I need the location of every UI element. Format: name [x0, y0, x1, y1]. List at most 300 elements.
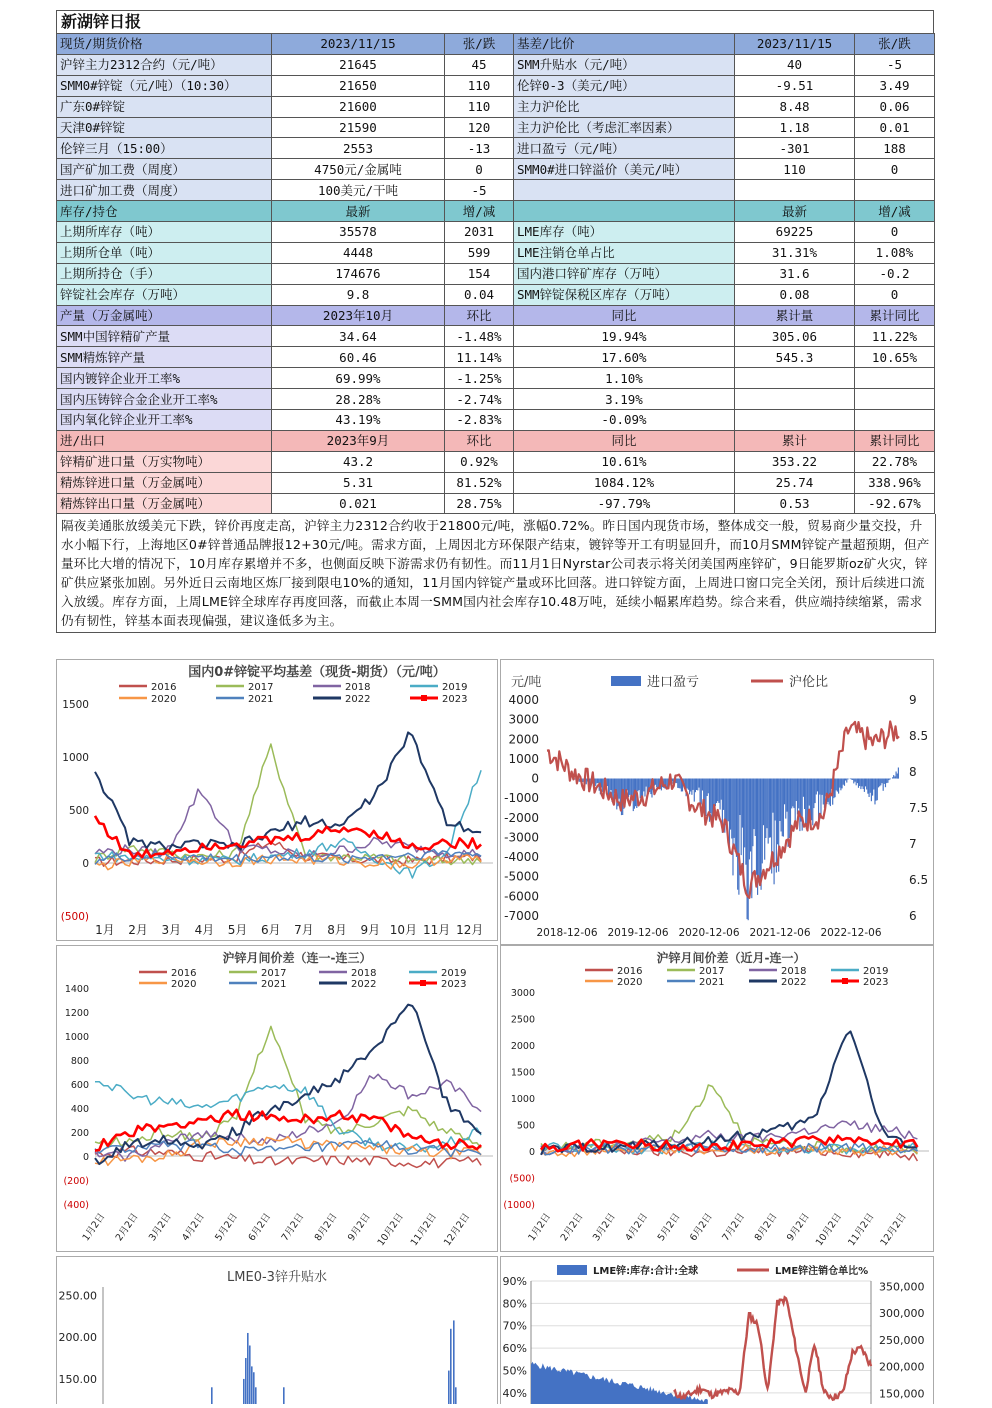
import-pl-bar: [798, 779, 799, 809]
basis-chart-svg: [57, 660, 497, 940]
legend-label-2017: 2017: [248, 682, 274, 693]
y-tick-label: 200: [70, 1128, 89, 1139]
y-tick-label: (400): [63, 1200, 89, 1211]
import-pl-bar: [793, 779, 794, 809]
chart-title: 沪锌月间价差（连一-连三）: [222, 951, 372, 965]
x-tick-label: 2月2日: [113, 1211, 141, 1244]
y-tick-label: 2000: [510, 1041, 535, 1052]
import-pl-bar: [732, 779, 733, 876]
prod-row: [57, 326, 935, 347]
import-pl-bar: [711, 779, 712, 820]
import-pl-bar: [843, 779, 844, 785]
import-pl-bar: [867, 779, 868, 794]
lme-spread-bar: [283, 1387, 285, 1404]
x-tick-label: 1月2日: [526, 1211, 554, 1244]
import-pl-bar: [894, 776, 895, 778]
prod-cell: 国内压铸锌合金企业开工率%: [57, 389, 272, 410]
import-pl-bar: [799, 779, 800, 832]
price-row: [57, 159, 935, 180]
x-tick-label: 11月2日: [408, 1211, 440, 1249]
x-tick-label: 2018-12-06: [536, 927, 598, 939]
x-tick-label: 7月: [294, 923, 314, 937]
price-cell: 伦锌0-3（美元/吨）: [514, 75, 735, 96]
x-tick-label: 12月: [456, 923, 484, 937]
price-cell: 主力沪伦比（考虑汇率因素）: [514, 117, 735, 138]
prod-cell: 34.64: [272, 326, 445, 347]
import-pl-chart: [500, 659, 934, 945]
stock-cell: 锌锭社会库存（万吨）: [57, 284, 272, 305]
import-pl-bar: [657, 779, 658, 788]
import-pl-bar: [853, 779, 854, 784]
y-tick-label: 1400: [64, 984, 89, 995]
legend-cancel: LME锌注销仓单比%: [775, 1266, 869, 1277]
trade-header-cell: 累计: [735, 430, 855, 451]
y-tick-label: 0: [82, 858, 89, 870]
import-pl-bar: [687, 779, 688, 789]
import-pl-bar: [823, 779, 824, 805]
price-cell: 21590: [272, 117, 445, 138]
x-tick-label: 9月2日: [784, 1211, 812, 1244]
price-cell: 110: [445, 75, 514, 96]
import-pl-bar: [859, 779, 860, 787]
import-pl-bar: [716, 779, 717, 804]
stock-cell: 31.31%: [735, 242, 855, 263]
basis-chart: [56, 659, 498, 941]
import-pl-bar: [847, 779, 848, 780]
legend-swatch-stock: [557, 1265, 587, 1275]
import-pl-bar: [718, 779, 719, 803]
trade-header-row: [57, 430, 935, 451]
import-pl-bar: [856, 779, 857, 786]
import-pl-bar: [750, 779, 751, 852]
prod-cell: -2.74%: [445, 389, 514, 410]
price-cell: SMM0#进口锌溢价（美元/吨）: [514, 159, 735, 180]
x-tick-label: 6月2日: [246, 1211, 274, 1244]
import-pl-bar: [812, 779, 813, 826]
import-pl-bar: [839, 779, 840, 788]
import-pl-bar: [897, 774, 898, 779]
import-pl-bar: [619, 779, 620, 799]
legend-label-2018: 2018: [781, 966, 807, 977]
import-pl-bar: [738, 779, 739, 895]
y-tick-label: 800: [70, 1056, 89, 1067]
import-pl-bar: [769, 779, 770, 838]
import-pl-bar: [764, 779, 765, 860]
stock-row: [57, 222, 935, 243]
import-pl-bar: [864, 779, 865, 792]
import-pl-bar: [792, 779, 793, 807]
x-tick-label: 2022-12-06: [820, 927, 882, 939]
price-cell: 2553: [272, 138, 445, 159]
x-tick-label: 8月2日: [752, 1211, 780, 1244]
lme-spread-bar: [249, 1346, 251, 1405]
import-pl-bar: [881, 779, 882, 784]
lme-spread-bar: [255, 1387, 257, 1404]
series-line-2022: [541, 1031, 917, 1154]
import-pl-bar: [772, 779, 773, 813]
import-pl-bar: [689, 779, 690, 795]
import-pl-bar: [755, 779, 756, 837]
price-cell: 110: [735, 159, 855, 180]
chart-title: 国内0#锌锭平均基差（现货-期货）（元/吨）: [188, 665, 446, 680]
import-pl-bar: [768, 779, 769, 844]
y-tick-label: 0: [531, 771, 539, 786]
stock-row: [57, 284, 935, 305]
import-pl-bar: [708, 779, 709, 794]
legend-label-2019: 2019: [441, 968, 467, 979]
import-pl-bar: [710, 779, 711, 814]
stock-cell: 0: [855, 284, 935, 305]
y2-tick-label: 8.5: [909, 729, 929, 743]
lme-stock-chart-svg: [501, 1257, 933, 1404]
price-cell: 110: [445, 96, 514, 117]
import-pl-bar: [643, 779, 644, 792]
import-pl-bar: [782, 779, 783, 837]
y-tick-label: -6000: [504, 889, 539, 904]
import-pl-bar: [866, 779, 867, 790]
x-tick-label: 2021-12-06: [749, 927, 811, 939]
trade-cell: 10.61%: [514, 451, 735, 472]
x-tick-label: 5月: [227, 923, 248, 937]
lme-spread-bar: [453, 1320, 455, 1404]
import-pl-bar: [790, 779, 791, 832]
x-tick-label: 4月2日: [623, 1211, 651, 1244]
legend-import: 进口盈亏: [647, 675, 700, 690]
prod-header-cell: 同比: [514, 305, 735, 326]
y-tick-label: -2000: [504, 810, 539, 825]
import-pl-bar: [785, 779, 786, 819]
series-line-2022: [95, 732, 481, 851]
x-tick-label: 1月: [95, 923, 115, 937]
stock-cell: SMM锌锭保税区库存（万吨）: [514, 284, 735, 305]
import-pl-bar: [688, 779, 689, 790]
stock-cell: 1.08%: [855, 242, 935, 263]
price-cell: 0: [445, 159, 514, 180]
prod-cell: [855, 389, 935, 410]
import-pl-bar: [741, 779, 742, 856]
y-tick-label: 50%: [502, 1364, 527, 1378]
legend-label-2020: 2020: [617, 977, 643, 988]
import-pl-bar: [696, 779, 697, 791]
legend-swatch-import: [611, 676, 641, 686]
import-pl-bar: [655, 779, 656, 785]
stock-cell: 0.04: [445, 284, 514, 305]
prod-cell: 69.99%: [272, 368, 445, 389]
prod-row: [57, 347, 935, 368]
lme-spread-bar: [448, 1371, 450, 1404]
import-pl-bar: [752, 779, 753, 847]
report: [56, 10, 934, 633]
import-pl-bar: [677, 779, 678, 788]
import-pl-bar: [816, 779, 817, 795]
stock-cell: -0.2: [855, 263, 935, 284]
trade-cell: 1084.12%: [514, 472, 735, 493]
lme-spread-bar: [243, 1379, 245, 1404]
legend-label-2021: 2021: [261, 979, 287, 990]
prod-cell: SMM中国锌精矿产量: [57, 326, 272, 347]
x-tick-label: 4月2日: [180, 1211, 207, 1244]
import-pl-bar: [637, 779, 638, 792]
trade-cell: 精炼锌出口量（万金属吨）: [57, 493, 272, 514]
import-pl-bar: [596, 779, 597, 784]
legend-marker-2023: [421, 695, 427, 701]
data-table: [56, 33, 935, 514]
x-tick-label: 4月: [194, 923, 215, 937]
import-pl-bar: [598, 779, 599, 784]
stock-header-cell: 增/减: [855, 201, 935, 222]
stock-cell: 上期所持仓（手）: [57, 263, 272, 284]
price-cell: [735, 180, 855, 201]
import-pl-bar: [840, 779, 841, 791]
import-pl-bar: [850, 779, 851, 780]
y-tick-label: (200): [63, 1176, 89, 1187]
price-cell: 天津0#锌锭: [57, 117, 272, 138]
import-pl-bar: [744, 779, 745, 848]
price-cell: 100美元/干吨: [272, 180, 445, 201]
import-pl-bar: [888, 779, 889, 781]
import-pl-bar: [735, 779, 736, 852]
price-header-cell: 现货/期货价格: [57, 34, 272, 55]
price-cell: 188: [855, 138, 935, 159]
import-pl-bar: [776, 779, 777, 873]
price-header-cell: 2023/11/15: [735, 34, 855, 55]
x-tick-label: 12月2日: [878, 1211, 909, 1249]
prod-cell: 11.14%: [445, 347, 514, 368]
x-tick-label: 3月2日: [590, 1211, 618, 1244]
legend-label-2016: 2016: [171, 968, 197, 979]
import-pl-bar: [860, 779, 861, 790]
import-pl-bar: [756, 779, 757, 875]
import-pl-bar: [870, 779, 871, 793]
y-tick-label: 1500: [62, 699, 89, 711]
y-tick-label: 2500: [510, 1014, 535, 1026]
legend-marker-2023: [420, 980, 426, 986]
x-tick-label: 5月2日: [655, 1211, 683, 1244]
import-pl-bar: [879, 779, 880, 787]
y-tick-label: (1000): [503, 1200, 535, 1211]
trade-cell: 0.021: [272, 493, 445, 514]
stock-header-cell: 最新: [735, 201, 855, 222]
import-pl-bar: [779, 779, 780, 822]
import-pl-bar: [845, 779, 846, 781]
import-pl-bar: [745, 779, 746, 865]
y-tick-label: 2000: [508, 732, 539, 747]
y-tick-label: 60%: [502, 1342, 527, 1356]
stock-cell: 35578: [272, 222, 445, 243]
y2-tick-label: 200,000: [879, 1360, 925, 1374]
legend-label-2019: 2019: [863, 966, 889, 977]
import-pl-bar: [893, 775, 894, 778]
stock-header-cell: 增/减: [445, 201, 514, 222]
import-pl-bar: [736, 779, 737, 857]
legend-label-2017: 2017: [261, 968, 287, 979]
price-header-cell: 2023/11/15: [272, 34, 445, 55]
prod-cell: -0.09%: [514, 410, 735, 431]
legend-label-2016: 2016: [151, 682, 177, 693]
price-cell: 21645: [272, 54, 445, 75]
import-pl-bar: [628, 779, 629, 798]
prod-header-row: [57, 305, 935, 326]
trade-row: [57, 493, 935, 514]
import-pl-bar: [595, 779, 596, 786]
x-tick-label: 12月2日: [441, 1211, 473, 1249]
import-pl-bar: [742, 779, 743, 828]
stock-header-cell: 最新: [272, 201, 445, 222]
price-cell: 0: [855, 159, 935, 180]
import-pl-bar: [759, 779, 760, 885]
legend-label-2019: 2019: [442, 682, 468, 693]
import-pl-bar: [789, 779, 790, 839]
y-tick-label: 4000: [508, 693, 539, 707]
price-row: [57, 117, 935, 138]
x-tick-label: 9月2日: [345, 1211, 373, 1244]
legend-label-2018: 2018: [345, 682, 371, 693]
price-cell: -9.51: [735, 75, 855, 96]
prod-cell: 1.10%: [514, 368, 735, 389]
stock-cell: LME注销仓单占比: [514, 242, 735, 263]
import-pl-bar: [748, 779, 749, 921]
prod-cell: 3.19%: [514, 389, 735, 410]
lme-spread-bar: [253, 1372, 255, 1404]
y2-tick-label: 9: [909, 693, 917, 707]
spread-13-chart-svg: [57, 946, 497, 1251]
price-row: [57, 96, 935, 117]
y-tick-label: 250.00: [58, 1289, 97, 1303]
legend-label-2023: 2023: [441, 979, 467, 990]
import-pl-bar: [795, 779, 796, 823]
import-pl-bar: [676, 779, 677, 784]
import-pl-bar: [885, 779, 886, 788]
import-pl-bar: [871, 779, 872, 802]
stock-cell: 0.08: [735, 284, 855, 305]
x-tick-label: 10月2日: [813, 1211, 845, 1249]
import-pl-bar: [804, 779, 805, 810]
y-tick-label: 500: [516, 1120, 535, 1132]
y-tick-label: 400: [70, 1104, 89, 1115]
price-cell: 8.48: [735, 96, 855, 117]
stock-cell: 0: [855, 222, 935, 243]
import-pl-bar: [786, 779, 787, 812]
prod-header-cell: 环比: [445, 305, 514, 326]
y-tick-label: 150.00: [58, 1372, 97, 1386]
price-row: [57, 54, 935, 75]
trade-cell: -92.67%: [855, 493, 935, 514]
x-tick-label: 10月2日: [375, 1211, 406, 1249]
y-tick-label: -5000: [504, 869, 539, 884]
y2-tick-label: 7.5: [909, 801, 929, 815]
spread-near-chart-svg: [501, 946, 933, 1251]
stock-cell: 599: [445, 242, 514, 263]
lme-spread-bar: [450, 1329, 452, 1404]
price-cell: 4750元/金属吨: [272, 159, 445, 180]
stock-cell: 2031: [445, 222, 514, 243]
x-tick-label: 11月2日: [846, 1211, 877, 1249]
import-pl-bar: [797, 779, 798, 815]
import-pl-bar: [758, 779, 759, 878]
prod-cell: 11.22%: [855, 326, 935, 347]
import-pl-bar: [815, 779, 816, 804]
import-pl-bar: [762, 779, 763, 864]
import-pl-bar: [763, 779, 764, 826]
stock-cell: 上期所库存（吨）: [57, 222, 272, 243]
trade-header-cell: 进/出口: [57, 430, 272, 451]
market-commentary: 隔夜美通胀放缓美元下跌，锌价再度走高，沪锌主力2312合约收于21800元/吨，涨幅0.72%。昨日国内现货市场，整体成交一般，贸易商少量交投，升水小幅下行，上海地区0#锌普通品牌报12+30元/吨。需求方面，上周因北方环保限产结束，镀锌等开工有明显回升，而10月SMM锌锭产量超预期，但产量环比大增的情况下，10月库存累增并不多，也侧面反映下游需求仍有韧性。而11月1日Nyrstar公司表示将关闭美国两座锌矿，9日能罗斯oz矿火灾，锌矿供应紧张加剧。另外近日云南地区炼厂接到限电10%的通知，11月国内锌锭产量或环比回落。进口锌锭方面，上周进口窗口完全关闭，预计后续进口流入放缓。库存方面，上周LME锌全球库存再度回落，而截止本周一SMM国内社会库存10.48万吨，延续小幅累库趋势。综合来看，供应端持续缩紧，需求仍有韧性，锌基本面表现偏强，建议逢低多为主。: [56, 514, 936, 633]
y-tick-label: 0: [82, 1152, 89, 1163]
trade-cell: -97.79%: [514, 493, 735, 514]
import-pl-bar: [702, 779, 703, 791]
import-pl-bar: [858, 779, 859, 788]
x-tick-label: 1月2日: [80, 1211, 108, 1244]
price-header-cell: 张/跌: [855, 34, 935, 55]
price-row: [57, 180, 935, 201]
price-cell: -5: [855, 54, 935, 75]
trade-header-cell: 同比: [514, 430, 735, 451]
import-pl-bar: [774, 779, 775, 885]
stock-cell: 上期所仓单（吨）: [57, 242, 272, 263]
import-pl-bar: [783, 779, 784, 837]
price-cell: 0.06: [855, 96, 935, 117]
import-pl-bar: [874, 779, 875, 805]
import-pl-bar: [896, 772, 897, 779]
import-pl-bar: [737, 779, 738, 890]
import-pl-bar: [869, 779, 870, 798]
import-pl-bar: [842, 779, 843, 789]
legend-label-2022: 2022: [351, 979, 377, 990]
legend-label-2022: 2022: [781, 977, 807, 988]
y-tick-label: -4000: [504, 850, 539, 865]
y-tick-label: -1000: [504, 791, 539, 806]
prod-cell: [735, 368, 855, 389]
import-pl-bar: [835, 779, 836, 798]
x-tick-label: 11月: [422, 923, 451, 937]
price-cell: -5: [445, 180, 514, 201]
import-pl-bar: [819, 779, 820, 795]
prod-row: [57, 368, 935, 389]
y-tick-label: 3000: [510, 988, 535, 999]
prod-cell: [855, 368, 935, 389]
import-pl-bar: [836, 779, 837, 791]
import-pl-bar: [820, 779, 821, 819]
import-pl-bar: [705, 779, 706, 817]
import-pl-bar: [691, 779, 692, 795]
y2-tick-label: 300,000: [879, 1307, 925, 1321]
price-cell: -13: [445, 138, 514, 159]
y-tick-label: 40%: [502, 1386, 527, 1400]
price-cell: 3.49: [855, 75, 935, 96]
import-pl-bar: [765, 779, 766, 839]
import-pl-bar: [890, 779, 891, 780]
trade-cell: 5.31: [272, 472, 445, 493]
price-cell: 主力沪伦比: [514, 96, 735, 117]
import-pl-bar: [777, 779, 778, 845]
price-cell: 45: [445, 54, 514, 75]
trade-row: [57, 451, 935, 472]
price-row: [57, 75, 935, 96]
import-pl-bar: [640, 779, 641, 799]
y-tick-label: 70%: [502, 1319, 527, 1333]
import-pl-bar: [862, 779, 863, 787]
x-tick-label: 7月2日: [720, 1211, 748, 1244]
price-cell: 21650: [272, 75, 445, 96]
trade-cell: 28.75%: [445, 493, 514, 514]
import-pl-bar: [884, 779, 885, 784]
y-tick-label: 200.00: [58, 1331, 97, 1345]
lme-stock-chart: [500, 1256, 934, 1404]
import-pl-bar: [878, 779, 879, 788]
lme-spread-bar: [245, 1358, 247, 1404]
prod-cell: [735, 410, 855, 431]
import-pl-bar: [865, 779, 866, 787]
